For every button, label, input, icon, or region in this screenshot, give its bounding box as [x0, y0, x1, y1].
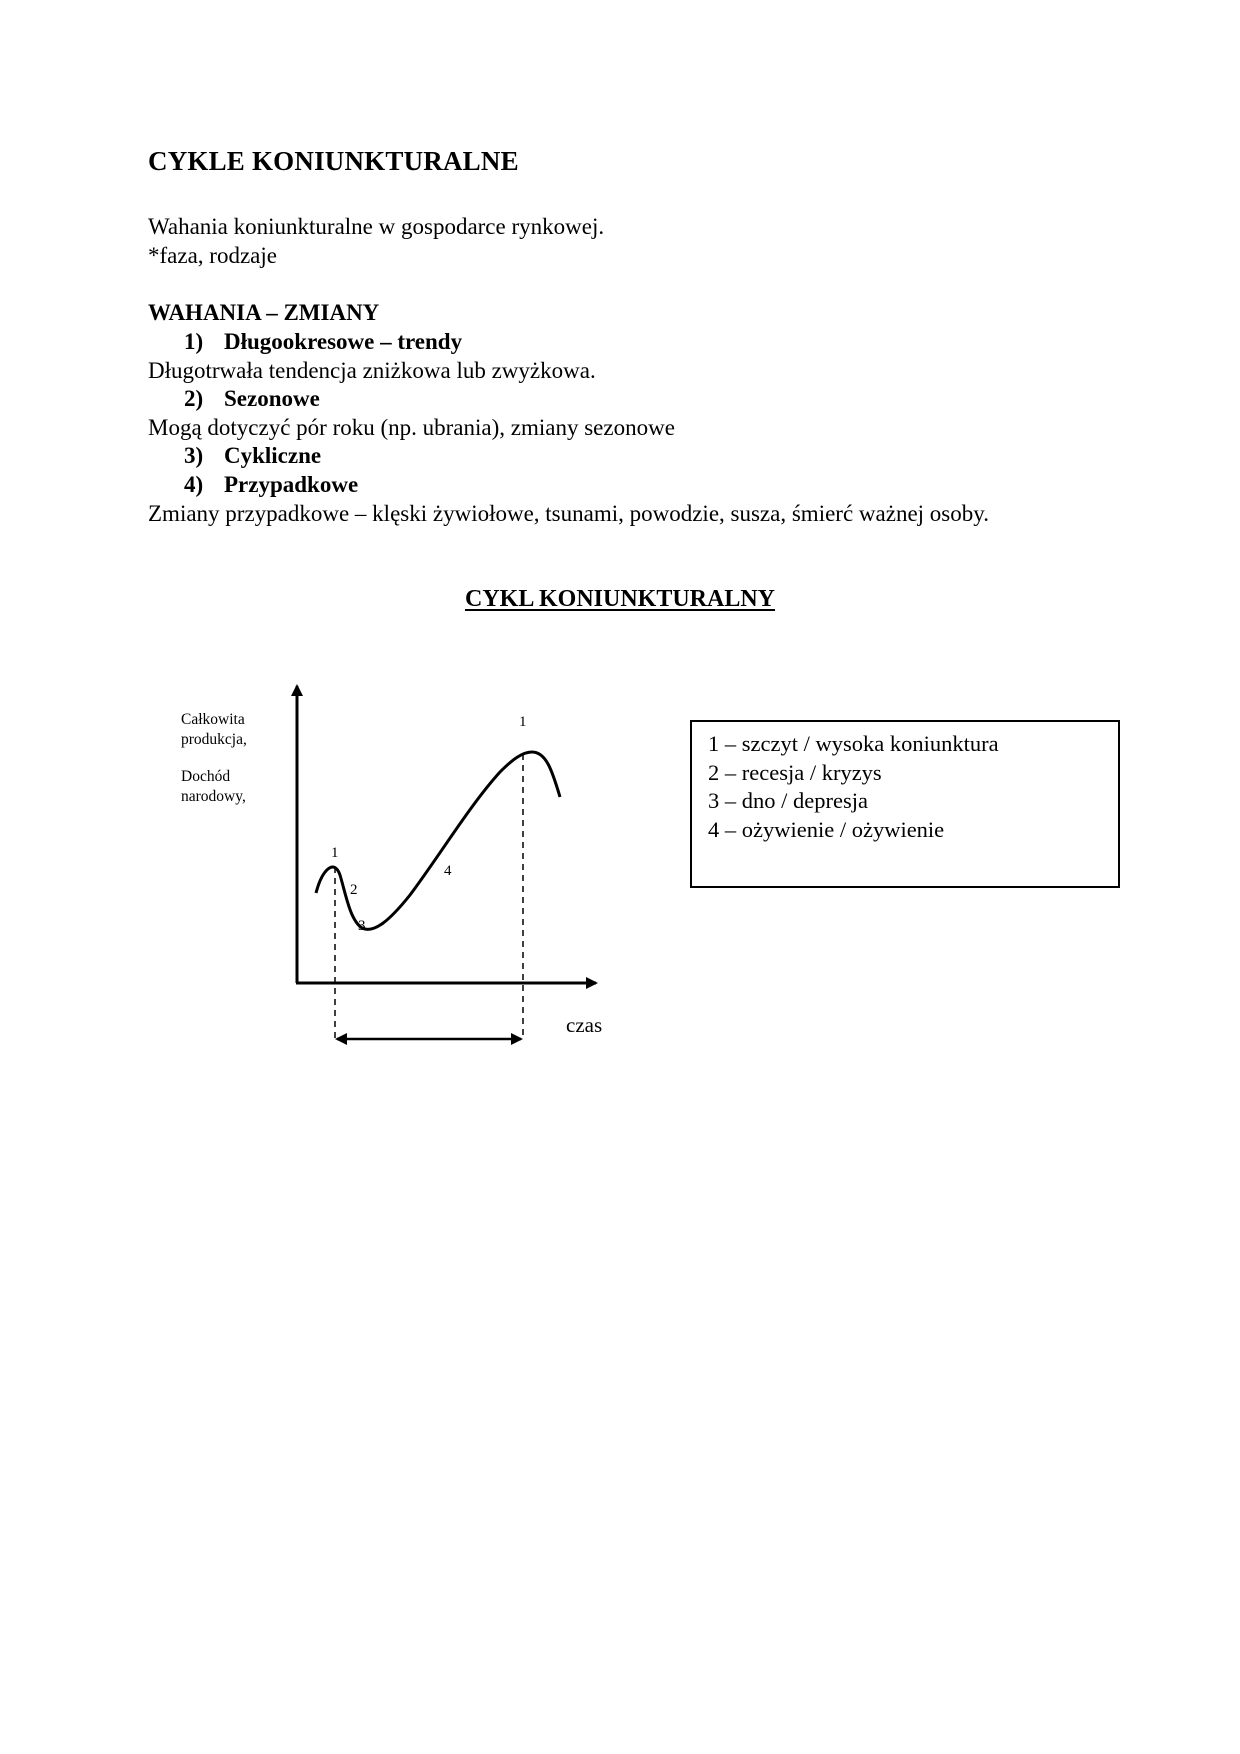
label-recovery: 4: [444, 863, 452, 879]
label-recession: 2: [350, 882, 358, 898]
list-item-number: 1): [184, 329, 204, 354]
section-heading: WAHANIA – ZMIANY: [148, 300, 380, 325]
label-peak-big: 1: [519, 714, 527, 730]
y-axis-label-line: Całkowita: [181, 711, 245, 728]
list-item-label: Długookresowe – trendy: [224, 329, 463, 354]
y-axis-label-line: Dochód: [181, 768, 231, 785]
list-item-description: Zmiany przypadkowe – klęski żywiołowe, tsunami, powodzie, susza, śmierć ważnej osoby.: [148, 501, 989, 526]
legend-item: 4 – ożywienie / ożywienie: [708, 816, 945, 842]
diagram-title: CYKL KONIUNKTURALNY: [464, 586, 776, 612]
list-item-number: 2): [184, 386, 204, 411]
label-peak-small: 1: [331, 845, 339, 861]
list-item-number: 3): [184, 443, 204, 468]
list-item-label: Cykliczne: [224, 443, 322, 468]
list-item-number: 4): [184, 472, 204, 497]
legend-box: [690, 720, 1120, 888]
label-trough: 3: [358, 918, 366, 934]
legend-item: 2 – recesja / kryzys: [708, 759, 882, 785]
legend-item: 3 – dno / depresja: [708, 788, 868, 813]
list-item-label: Sezonowe: [224, 386, 320, 411]
y-axis-label-line: narodowy,: [181, 788, 246, 805]
list-item-description: Mogą dotyczyć pór roku (np. ubrania), zmiany sezonowe: [148, 415, 675, 440]
intro-line-1: Wahania koniunkturalne w gospodarce rynkowej.: [148, 214, 605, 239]
list-item-description: Długotrwała tendencja zniżkowa lub zwyżkowa.: [148, 358, 596, 383]
list-item-label: Przypadkowe: [224, 472, 359, 497]
intro-line-2: *faza, rodzaje: [148, 243, 277, 268]
legend-item: 1 – szczyt / wysoka koniunktura: [708, 731, 999, 756]
x-axis-label: czas: [566, 1013, 603, 1037]
y-axis-label-line: produkcja,: [181, 731, 247, 748]
document-title: CYKLE KONIUNKTURALNE: [148, 146, 519, 176]
